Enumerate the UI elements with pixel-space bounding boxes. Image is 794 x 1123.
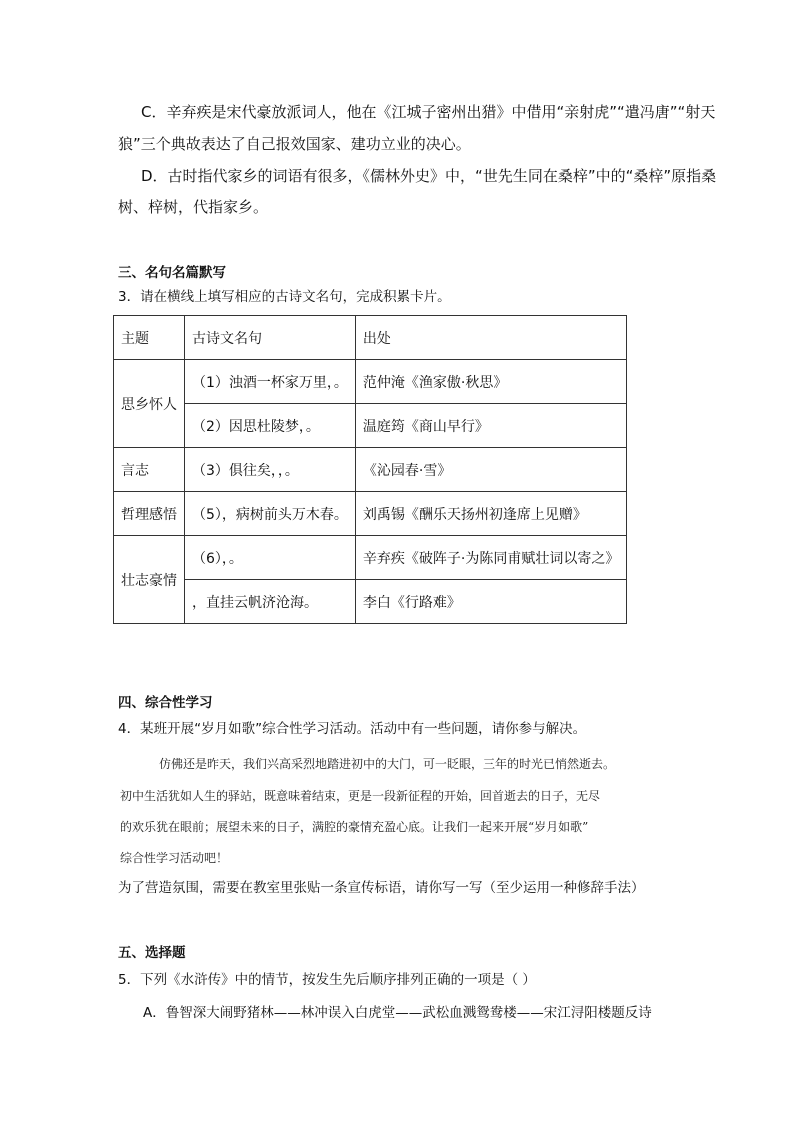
option-d-line1: D．古时指代家乡的词语有很多，《儒林外史》中，“世先生同在桑梓”中的“桑梓”原指桑	[141, 167, 717, 185]
table-row	[114, 448, 627, 492]
section4-task: 为了营造氛围，需要在教室里张贴一条宣传标语，请你写一写（至少运用一种修辞手法）	[118, 880, 645, 896]
table-row	[114, 360, 627, 404]
table-row	[114, 580, 627, 624]
passage-line: 综合性学习活动吧！	[120, 851, 229, 865]
theme-cell: 思乡怀人	[114, 360, 185, 448]
option-c-line2: 狼”三个典故表达了自己报效国家、建功立业的决心。	[118, 135, 471, 153]
verse-cell: （1）浊酒一杯家万里，。	[185, 360, 356, 404]
passage-line: 初中生活犹如人生的驿站，既意味着结束，更是一段新征程的开始，回首逝去的日子，无尽	[120, 789, 601, 803]
section4-heading: 四、综合性学习	[118, 695, 213, 711]
accumulation-card-table	[113, 315, 627, 624]
table-header-row	[114, 316, 627, 360]
header-source: 出处	[355, 316, 626, 360]
verse-cell: （3）俱往矣，，。	[185, 448, 356, 492]
option-d-line2: 树、梓树，代指家乡。	[118, 198, 269, 216]
source-cell: 刘禹锡《酬乐天扬州初逢席上见赠》	[355, 492, 626, 536]
source-cell: 温庭筠《商山早行》	[355, 404, 626, 448]
option-c-line1: C．辛弃疾是宋代豪放派词人，他在《江城子密州出猎》中借用“亲射虎”“遣冯唐”“射天	[141, 103, 716, 121]
verse-cell: （6），。	[185, 536, 356, 580]
section3-question: 3．请在横线上填写相应的古诗文名句，完成积累卡片。	[118, 289, 451, 305]
passage-line: 仿佛还是昨天，我们兴高采烈地踏进初中的大门，可一眨眼，三年的时光已悄然逝去。	[159, 757, 616, 771]
verse-cell: ，直挂云帆济沧海。	[185, 580, 356, 624]
table-row	[114, 492, 627, 536]
section3-heading: 三、名句名篇默写	[118, 265, 226, 281]
section5-heading: 五、选择题	[118, 945, 186, 961]
theme-cell: 哲理感悟	[114, 492, 185, 536]
source-cell: 范仲淹《渔家傲·秋思》	[355, 360, 626, 404]
theme-cell: 壮志豪情	[114, 536, 185, 624]
section5-question: 5．下列《水浒传》中的情节，按发生先后顺序排列正确的一项是（ ）	[118, 972, 536, 988]
header-theme: 主题	[114, 316, 185, 360]
verse-cell: （5），病树前头万木春。	[185, 492, 356, 536]
header-verse: 古诗文名句	[185, 316, 356, 360]
option-a: A．鲁智深大闹野猪林——林冲误入白虎堂——武松血溅鸳鸯楼——宋江浔阳楼题反诗	[143, 1005, 652, 1021]
table-row	[114, 404, 627, 448]
section4-question: 4．某班开展“岁月如歌”综合性学习活动。活动中有一些问题，请你参与解决。	[118, 721, 587, 737]
verse-cell: （2）因思杜陵梦，。	[185, 404, 356, 448]
source-cell: 李白《行路难》	[355, 580, 626, 624]
theme-cell: 言志	[114, 448, 185, 492]
source-cell: 辛弃疾《破阵子·为陈同甫赋壮词以寄之》	[355, 536, 626, 580]
table-row	[114, 536, 627, 580]
source-cell: 《沁园春·雪》	[355, 448, 626, 492]
passage-line: 的欢乐犹在眼前；展望未来的日子，满腔的豪情充盈心底。让我们一起来开展“岁月如歌”	[120, 820, 589, 834]
